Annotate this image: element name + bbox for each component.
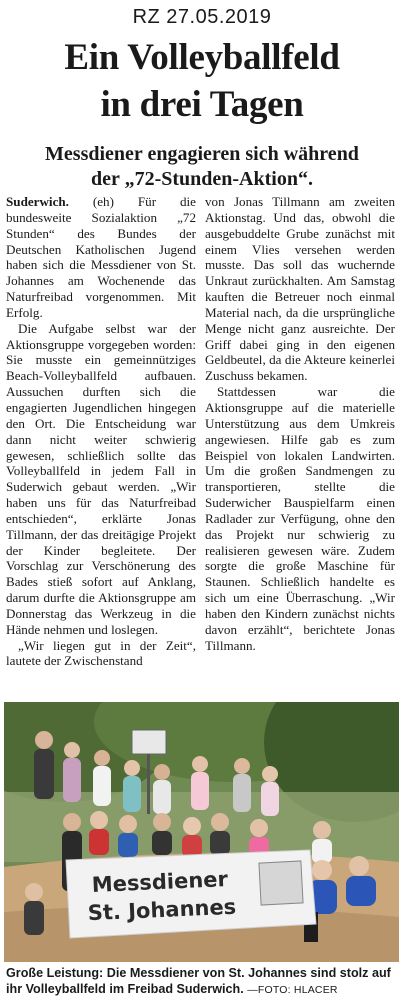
body-paragraph: Stattdessen war die Aktionsgruppe auf die materielle Unterstützung aus dem Umkreis angewiesen. Hilfe gab es zum Beispiel von lokalen Landwirten. Um die großen Sandmengen zu transportieren, stellte die Suderwicher Bauspielfarm einen Radlader zur Verfügung, ohne den das Projekt nur schwierig zu realisieren gewesen wäre. Zudem sorgte die große Maschine für Staunen. Schließlich handelte es sich um eine Überraschung. „Wir haben den Kindern zunächst nichts davon erzählt“, berichtete Jonas Tillmann.: [205, 384, 395, 653]
lead-text: (eh) Für die bundesweite Sozialaktion „72 Stunden“ des Bundes der Deutschen Katholischen Jugend haben sich die Messdiener von St. Johannes am Wochenende das Naturfreibad vorgenommen. Mit Erfolg.: [6, 194, 196, 320]
article-column-right: [205, 194, 395, 653]
subhead-line-1: Messdiener engagieren sich während: [45, 143, 359, 165]
article-column-left: [6, 194, 196, 669]
group-photo-illustration: [4, 702, 399, 962]
place-name: Suderwich.: [6, 194, 69, 209]
subhead-line-2: der „72-Stunden-Aktion“.: [91, 168, 313, 190]
banner-logo: [259, 861, 303, 905]
dateline: RZ 27.05.2019: [132, 6, 272, 28]
headline-line-2: in drei Tagen: [100, 84, 304, 125]
body-paragraph: Die Aufgabe selbst war der Aktionsgruppe vorgegeben worden: Sie musste ein gemeinnütziges Beach-Volleyballfeld aufbauen. Aussuchen durften sich die engagierten Jugendlichen hingegen den Ort. Die Entscheidung war dann nicht weiter schwierig gewesen, schließlich sollte das Volleyballfeld in jedem Fall in Suderwich gebaut werden. „Wir haben uns für das Naturfreibad entschieden“, erklärte Jonas Tillmann, der das dreitägige Projekt der Kinder begleitete. Der Vorschlag zur Verschönerung des Bades stieß sofort auf Anklang, darum durfte die Aktionsgruppe am Donnerstag das Werkzeug in die Hände nehmen und loslegen.: [6, 320, 196, 637]
banner: [66, 850, 316, 938]
body-paragraph: von Jonas Tillmann am zweiten Aktionstag. Und das, obwohl die ausgebuddelte Grube zunächst mit einem Vlies versehen werden musste. Das soll das wuchernde Unkraut zurückhalten. Am Samstag kauften die Betreuer noch einmal Material nach, da die ursprüngliche Menge nicht ganz ausreichte. Der Griff dabei ging in den eigenen Geldbeutel, da die Akteure keinerlei Zuschuss bekamen.: [205, 194, 395, 384]
group-photo: [4, 702, 399, 962]
headline-line-1: Ein Volleyballfeld: [64, 37, 340, 78]
hoop-pole: [147, 754, 150, 814]
body-paragraph: „Wir liegen gut in der Zeit“, lautete der Zwischenstand: [6, 637, 196, 669]
photo-caption: [6, 966, 400, 998]
banner-line-1: Messdiener: [91, 867, 229, 898]
subheadline: [0, 142, 404, 192]
banner-line-2: St. Johannes: [87, 894, 237, 926]
headline: [0, 34, 404, 128]
basketball-board: [132, 730, 166, 754]
photo-credit: —FOTO: HLACER: [247, 983, 338, 996]
caption-text: Große Leistung: Die Messdiener von St. Johannes sind stolz auf ihr Volleyballfeld im Freibad Suderwich.: [6, 966, 391, 996]
lead-paragraph: [6, 194, 196, 321]
